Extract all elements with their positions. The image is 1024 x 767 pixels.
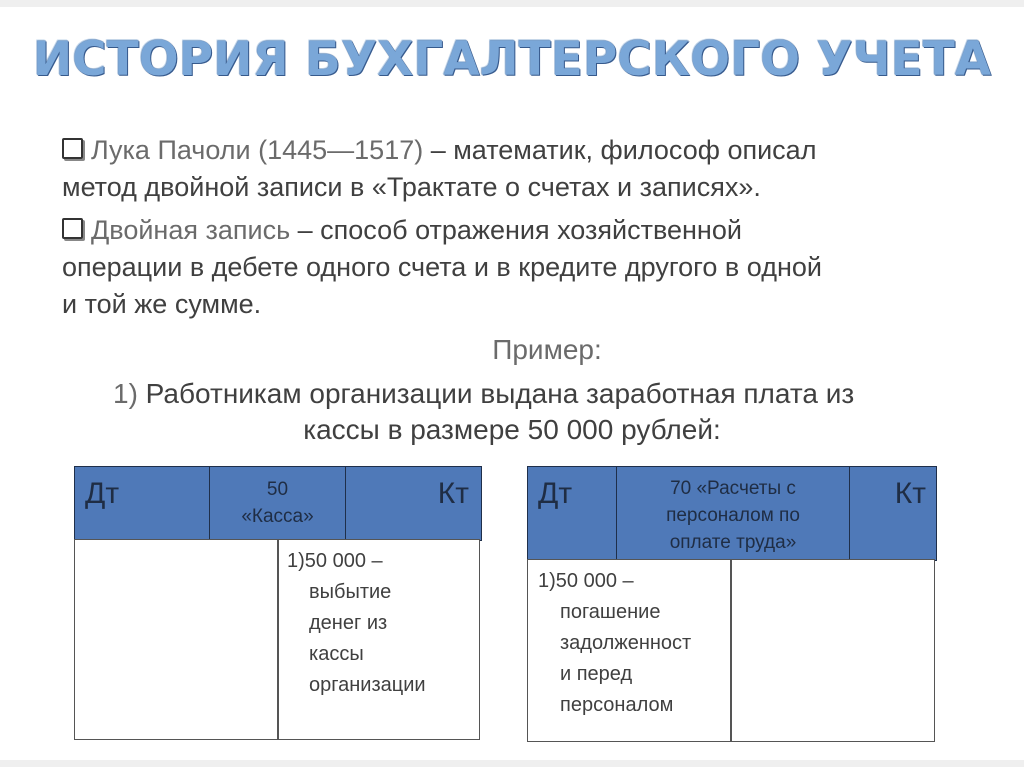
debit-label: Дт bbox=[538, 477, 573, 510]
account-title-cell bbox=[617, 467, 850, 560]
entry-line: 1)50 000 – bbox=[287, 550, 383, 572]
t-account-divider bbox=[730, 560, 732, 741]
t-account-header bbox=[527, 466, 937, 561]
bottom-frame-line bbox=[0, 760, 1024, 767]
account-title-line: 50 bbox=[266, 479, 289, 500]
example-line-1 bbox=[113, 376, 854, 412]
paragraph-text: метод двойной записи в «Трактате о счетах и записях». bbox=[62, 172, 761, 202]
entry-line: персоналом bbox=[560, 694, 674, 716]
t-account-50 bbox=[74, 466, 480, 740]
entry-line: денег из bbox=[309, 612, 388, 634]
account-title-line: персоналом по bbox=[666, 505, 800, 526]
checkbox-bullet-icon bbox=[62, 218, 83, 239]
paragraph-text: – способ отражения хозяйственной bbox=[290, 215, 742, 245]
debit-header-cell bbox=[528, 467, 617, 560]
account-title-line: 70 «Расчеты с bbox=[670, 478, 796, 499]
paragraph-text: – математик, философ описал bbox=[423, 135, 817, 165]
account-title-line: «Касса» bbox=[241, 506, 314, 527]
entry-line: организации bbox=[309, 674, 426, 696]
t-account-divider bbox=[277, 540, 279, 739]
checkbox-bullet-icon bbox=[62, 138, 83, 159]
slide-title: ИСТОРИЯ БУХГАЛТЕРСКОГО УЧЕТА bbox=[32, 32, 992, 87]
entry-line: и перед bbox=[560, 663, 633, 685]
entry-line: задолженност bbox=[560, 632, 692, 654]
t-account-body bbox=[527, 559, 935, 742]
term-double-entry: Двойная запись bbox=[91, 215, 291, 245]
paragraph-pacioli bbox=[62, 132, 967, 206]
t-account-header bbox=[74, 466, 482, 541]
entry-line: погашение bbox=[560, 601, 661, 623]
paragraph-text: и той же сумме. bbox=[62, 289, 262, 319]
example-line-2: кассы в размере 50 000 рублей: bbox=[303, 414, 721, 445]
paragraph-double-entry bbox=[62, 212, 967, 323]
example-text: Работникам организации выдана заработная плата из bbox=[137, 378, 855, 409]
credit-header-cell bbox=[850, 467, 936, 560]
account-title-line: оплате труда» bbox=[669, 532, 797, 553]
t-account-body bbox=[74, 539, 480, 740]
account-title-cell bbox=[210, 467, 346, 540]
paragraph-text: операции в дебете одного счета и в кредите другого в одной bbox=[62, 252, 822, 282]
t-account-70 bbox=[527, 466, 935, 742]
entry-line: кассы bbox=[309, 643, 364, 665]
example-heading: Пример: bbox=[492, 334, 602, 365]
top-frame-line bbox=[0, 0, 1024, 7]
credit-label: Кт bbox=[437, 477, 469, 510]
credit-header-cell bbox=[346, 467, 481, 540]
credit-label: Кт bbox=[894, 477, 926, 510]
credit-entry bbox=[287, 546, 426, 701]
entry-line: выбытие bbox=[309, 581, 392, 603]
term-pacioli: Лука Пачоли (1445—1517) bbox=[91, 135, 424, 165]
entry-line: 1)50 000 – bbox=[538, 570, 634, 592]
debit-label: Дт bbox=[85, 477, 120, 510]
debit-entry bbox=[538, 566, 691, 721]
example-number: 1) bbox=[113, 378, 138, 409]
debit-header-cell bbox=[75, 467, 210, 540]
